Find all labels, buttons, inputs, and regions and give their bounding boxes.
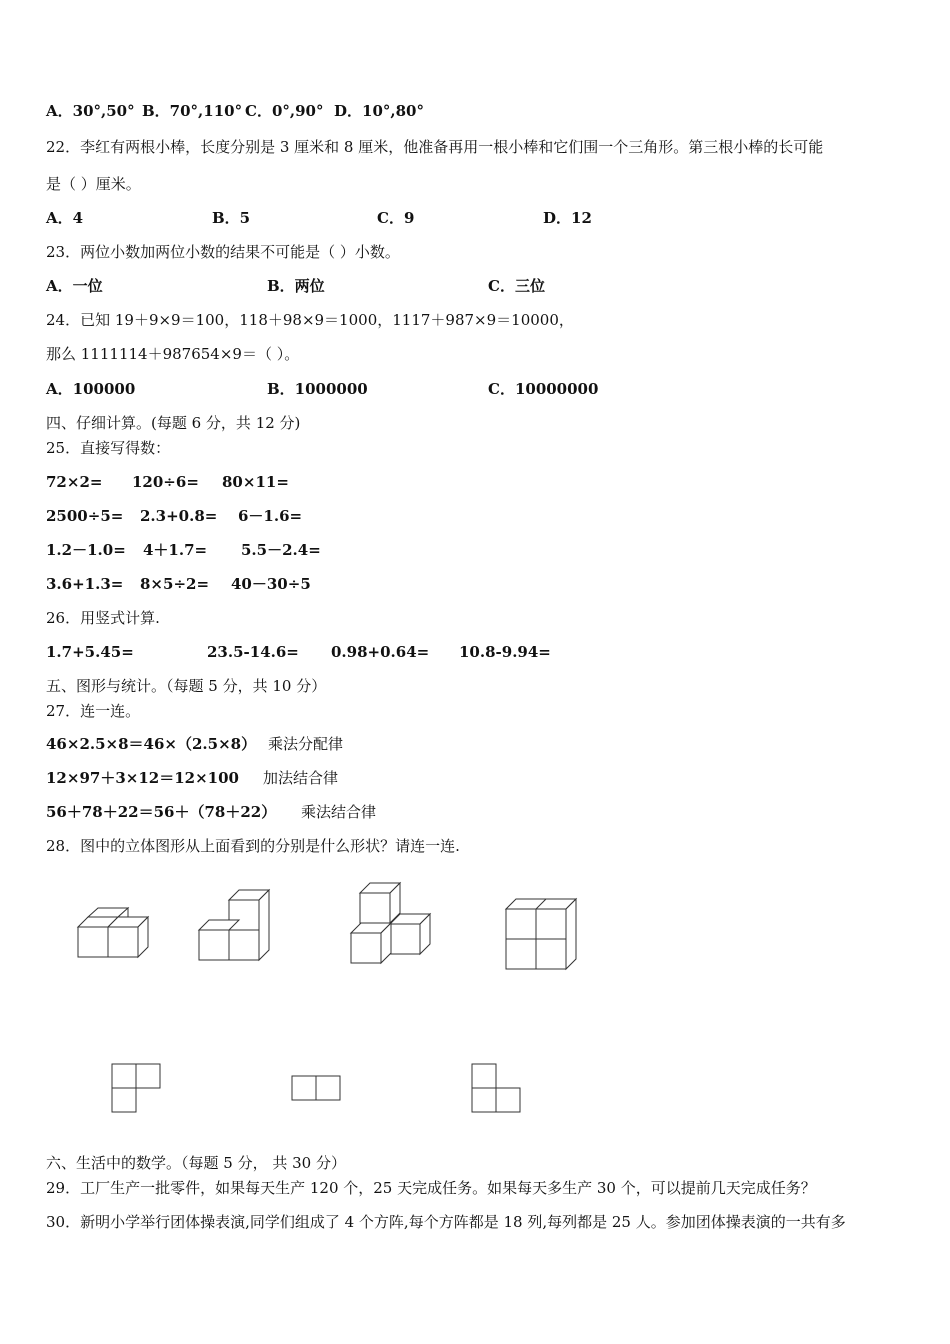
q26-title: 26．用竖式计算. [46,609,160,627]
q25-cell: 72×2= [46,473,103,491]
q27-law: 加法结合律 [263,769,339,787]
solid-figure-1 [70,900,160,962]
q23-text: 23．两位小数加两位小数的结果不可能是（ ）小数。 [46,243,400,261]
q24-option-b: B．1000000 [267,380,368,398]
solid-figure-3 [342,876,438,970]
q21-option-b: B．70°,110° [142,102,243,120]
q21-option-c: C．0°,90° [245,102,324,120]
top-view-2 [288,1072,346,1106]
section-6-heading: 六、生活中的数学。（每题 5 分， 共 30 分） [46,1154,346,1172]
q25-cell: 5.5－2.4= [241,541,321,559]
q27-expression: 46×2.5×8＝46×（2.5×8） [46,735,257,753]
q27-expression: 56＋78＋22＝56＋（78＋22） [46,803,277,821]
q24-text-line2: 那么 1111114＋987654×9＝（ ）。 [46,345,300,363]
section-5-heading: 五、图形与统计。（每题 5 分，共 10 分） [46,677,327,695]
q25-cell: 40－30÷5 [231,575,311,593]
q26-item: 23.5-14.6= [207,643,299,661]
q22-option-c: C．9 [377,209,415,227]
q22-text-line2: 是（ ）厘米。 [46,175,141,193]
q25-cell: 6－1.6= [238,507,303,525]
section-4-heading: 四、仔细计算。(每题 6 分，共 12 分) [46,414,301,432]
top-view-1 [108,1060,168,1118]
q25-cell: 8×5÷2= [140,575,210,593]
q25-title: 25．直接写得数： [46,439,171,457]
q25-cell: 3.6+1.3= [46,575,124,593]
q22-option-a: A．4 [46,209,84,227]
solid-figure-2 [192,884,278,966]
q22-text-line1: 22．李红有两根小棒，长度分别是 3 厘米和 8 厘米，他准备再用一根小棒和它们围一个三角形。第三根小棒的长可能 [46,138,824,156]
q25-cell: 120÷6= [132,473,199,491]
q28-title: 28．图中的立体图形从上面看到的分别是什么形状？请连一连. [46,837,460,855]
q23-option-c: C．三位 [488,277,545,295]
q29-text: 29．工厂生产一批零件，如果每天生产 120 个，25 天完成任务。如果每天多生产 30 个，可以提前几天完成任务？ [46,1179,816,1197]
q25-cell: 2.3+0.8= [140,507,218,525]
q24-option-a: A．100000 [46,380,136,398]
q21-option-a: A．30°,50° [46,102,135,120]
q23-option-a: A．一位 [46,277,103,295]
q27-law: 乘法分配律 [268,735,344,753]
q25-cell: 4＋1.7= [143,541,208,559]
q25-cell: 2500÷5= [46,507,124,525]
top-view-3 [468,1060,528,1118]
q27-title: 27．连一连。 [46,702,141,720]
q27-expression: 12×97＋3×12＝12×100 [46,769,239,787]
q24-option-c: C．10000000 [488,380,599,398]
q23-option-b: B．两位 [267,277,325,295]
q26-item: 0.98+0.64= [331,643,430,661]
solid-figure-4 [498,892,582,974]
q26-item: 1.7+5.45= [46,643,134,661]
q22-option-d: D．12 [543,209,592,227]
q26-item: 10.8-9.94= [459,643,551,661]
q24-text-line1: 24．已知 19＋9×9＝100，118＋98×9＝1000，1117＋987×9＝10000， [46,311,574,329]
q30-text: 30．新明小学举行团体操表演,同学们组成了 4 个方阵,每个方阵都是 18 列,每列都是 25 人。参加团体操表演的一共有多 [46,1213,846,1231]
q27-law: 乘法结合律 [301,803,377,821]
q25-cell: 1.2－1.0= [46,541,126,559]
q22-option-b: B．5 [212,209,251,227]
q25-cell: 80×11= [222,473,289,491]
q21-option-d: D．10°,80° [334,102,424,120]
